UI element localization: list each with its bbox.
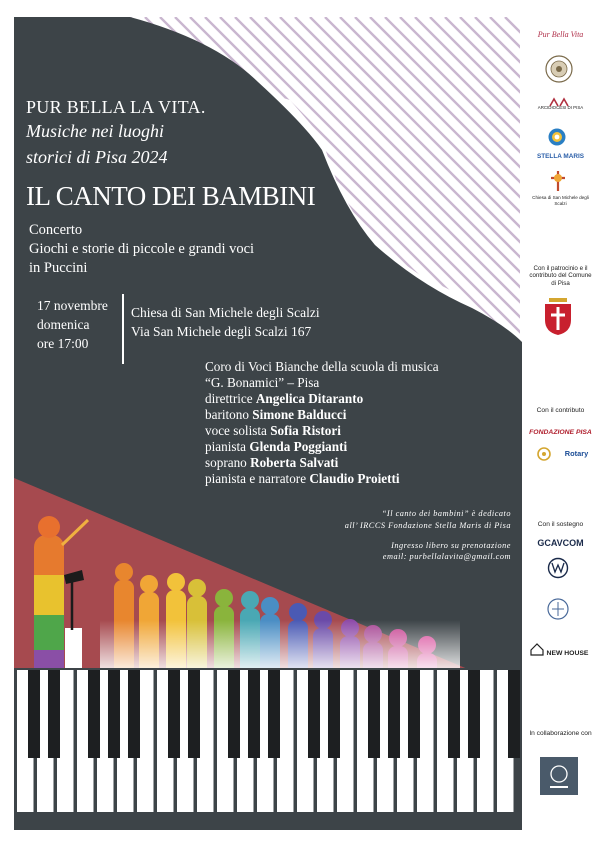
chiesa-icon (548, 170, 568, 197)
concert-subtitle-line1: Giochi e storie di piccole e grandi voci (29, 241, 255, 257)
credit-row (205, 423, 341, 439)
credit-role: voce solista (205, 423, 267, 438)
credit-row (205, 455, 338, 471)
concert-label: Concerto (29, 222, 83, 238)
chiesa-logo: Chiesa di San Michele degli Scalzi (532, 195, 589, 206)
patrocinio-label: Con il patrocinio e il contributo del Comune di Pisa (529, 265, 592, 287)
series-title-line3: storici di Pisa 2024 (26, 147, 168, 167)
emblem-logo (544, 54, 574, 89)
dedication-line2: all’ IRCCS Fondazione Stella Maris di Pisa (344, 521, 511, 530)
pisa-coat-of-arms-icon (541, 292, 575, 341)
series-title-line2: Musiche nei luoghi (26, 121, 164, 141)
credit-role: soprano (205, 455, 247, 470)
event-time: ore 17:00 (37, 336, 89, 351)
credit-row (205, 407, 346, 423)
credit-name: Claudio Proietti (309, 471, 400, 486)
credit-row (205, 391, 363, 407)
credit-name: Glenda Poggianti (249, 439, 348, 454)
series-title-line1: PUR BELLA LA VITA. (26, 97, 206, 117)
sostegno-label: Con il sostegno (537, 521, 584, 528)
stella-maris-logo: STELLA MARIS (537, 153, 584, 160)
concert-title: IL CANTO DEI BAMBINI (26, 181, 316, 211)
credit-role: pianista e narratore (205, 471, 307, 486)
volkswagen-logo (547, 557, 569, 584)
concert-subtitle-line2: in Puccini (29, 260, 88, 276)
dealer-seal-logo (546, 597, 570, 628)
credit-role: direttrice (205, 391, 253, 406)
new-house-logo: NEW HOUSE (546, 650, 589, 657)
gcavcom-logo: GCAVCOM (537, 538, 584, 548)
collaboration-logo (540, 757, 578, 800)
credit-name: Angelica Ditaranto (255, 391, 364, 406)
credit-name: Roberta Salvati (250, 455, 339, 470)
credit-role: baritono (205, 407, 249, 422)
choir-line1: Coro di Voci Bianche della scuola di musica (205, 359, 439, 374)
venue-name: Chiesa di San Michele degli Scalzi (131, 305, 320, 320)
piano-keyboard (14, 668, 522, 830)
credit-name: Sofia Ristori (270, 423, 341, 438)
credit-role: pianista (205, 439, 247, 454)
credit-row (205, 439, 347, 455)
booking-line1: Ingresso libero su prenotazione (391, 541, 511, 550)
rotary-logo: Rotary (564, 449, 589, 458)
event-date: 17 novembre (37, 298, 108, 313)
booking-email[interactable]: email: purbellalavita@gmail.com (382, 552, 511, 561)
venue-address: Via San Michele degli Scalzi 167 (131, 324, 312, 339)
stella-maris-icon (547, 127, 567, 152)
fondazione-pisa-logo: FONDAZIONE PISA (529, 429, 592, 436)
credit-name: Simone Balducci (252, 407, 347, 422)
credit-row (205, 471, 400, 487)
arcidiocesi-logo: ARCIDIOCESI DI PISA (537, 105, 584, 110)
contributo-label: Con il contributo (536, 407, 585, 414)
divider-line (122, 294, 124, 364)
pur-bella-la-vita-logo: Pur Bella Vita (537, 30, 584, 39)
event-weekday: domenica (37, 317, 90, 332)
collaboration-label: In collaborazione con (529, 730, 592, 737)
choir-line2: “G. Bonamici” – Pisa (205, 375, 320, 390)
dedication-line1: “Il canto dei bambini” è dedicato (381, 509, 511, 518)
